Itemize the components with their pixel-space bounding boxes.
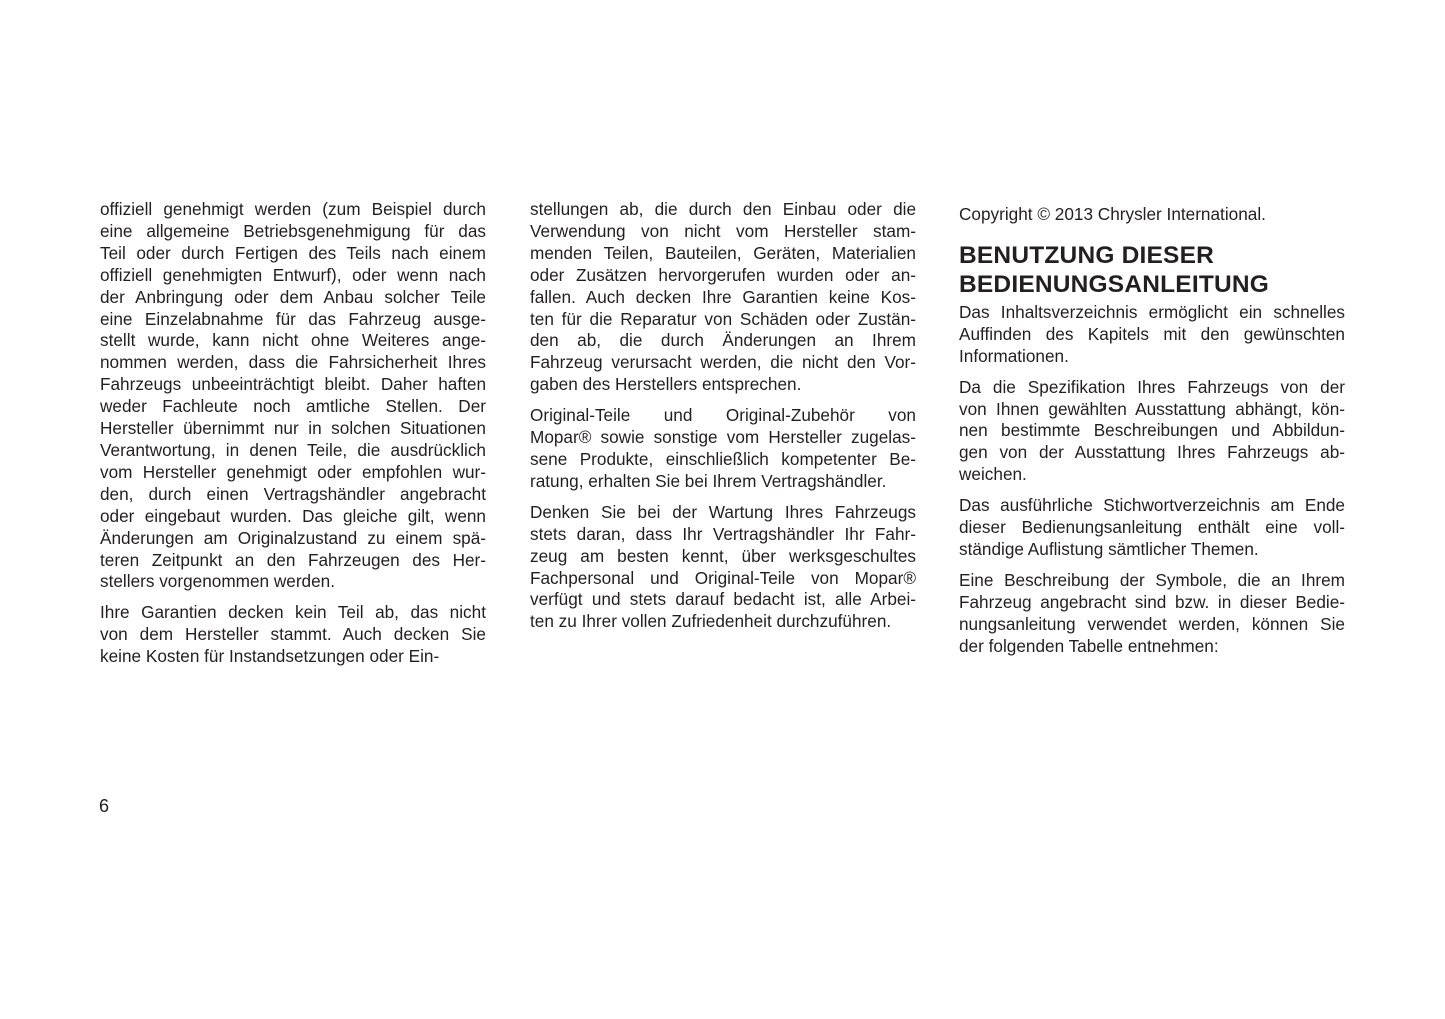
text-line: den, durch einen Vertragshändler angebracht: [100, 483, 486, 504]
text-line: eine allgemeine Betriebsgenehmigung für das: [100, 220, 486, 241]
text-line: Teil oder durch Fertigen des Teils nach einem: [100, 242, 486, 263]
text-line: weichen.: [959, 464, 1027, 485]
text-line: Ihre Garantien decken kein Teil ab, das nicht: [100, 602, 486, 623]
text-line: fallen. Auch decken Ihre Garantien keine Kos-: [530, 286, 916, 307]
text-line: Hersteller übernimmt nur in solchen Situationen: [100, 418, 486, 439]
section-heading: [959, 241, 1345, 299]
right-column: [959, 199, 1345, 667]
text-line: Fahrzeugs unbeeinträchtigt bleibt. Daher haften: [100, 374, 486, 395]
text-line: stellt wurde, kann nicht ohne Weiteres ange-: [100, 330, 486, 351]
text-line: Das Inhaltsverzeichnis ermöglicht ein schnelles: [959, 301, 1345, 322]
text-line: oder eingebaut wurden. Das gleiche gilt, wenn: [100, 505, 486, 526]
text-line: Denken Sie bei der Wartung Ihres Fahrzeugs: [530, 501, 916, 522]
text-line: ten für die Reparatur von Schäden oder Zustän-: [530, 308, 916, 329]
text-line: Fahrzeug verursacht werden, die nicht den Vor-: [530, 352, 916, 373]
text-line: der folgenden Tabelle entnehmen:: [959, 635, 1219, 656]
text-line: stellers vorgenommen werden.: [100, 571, 336, 592]
text-line: Verantwortung, in denen Teile, die ausdrücklich: [100, 439, 486, 460]
text-line: oder Zusätzen hervorgerufen wurden oder an-: [530, 264, 916, 285]
text-line: Eine Beschreibung der Symbole, die an Ihrem: [959, 569, 1345, 590]
text-line: Das ausführliche Stichwortverzeichnis am Ende: [959, 495, 1345, 516]
text-line: nungsanleitung verwendet werden, können Sie: [959, 613, 1345, 634]
text-line: gen von der Ausstattung Ihres Fahrzeugs ab-: [959, 442, 1345, 463]
text-line: keine Kosten für Instandsetzungen oder Ein-: [100, 646, 440, 667]
text-line: vom Hersteller genehmigt oder empfohlen wur-: [100, 461, 486, 482]
section-heading-line-1: BENUTZUNG DIESER: [959, 241, 1215, 269]
left-column-paragraph: [100, 602, 486, 668]
text-line: menden Teilen, Bauteilen, Geräten, Materialien: [530, 242, 916, 263]
section-heading-line-2: BEDIENUNGSANLEITUNG: [959, 270, 1270, 298]
text-line: ständige Auflistung sämtlicher Themen.: [959, 538, 1259, 559]
text-line: teren Zeitpunkt an den Fahrzeugen des Her-: [100, 549, 486, 570]
text-line: sene Produkte, einschließlich kompetenter Be-: [530, 448, 916, 469]
middle-column-paragraph: [530, 502, 916, 633]
text-line: nen bestimmte Beschreibungen und Abbildun-: [959, 420, 1345, 441]
text-line: stets daran, dass Ihr Vertragshändler Ihr Fahr-: [530, 523, 916, 544]
left-column: [100, 199, 486, 677]
right-column-paragraph: [959, 302, 1345, 368]
text-line: offiziell genehmigten Entwurf), oder wenn nach: [100, 264, 486, 285]
text-line: den ab, die durch Änderungen an Ihrem: [530, 330, 916, 351]
left-column-paragraph: [100, 199, 486, 593]
text-line: der Anbringung oder dem Anbau solcher Teile: [100, 286, 486, 307]
text-line: Änderungen am Originalzustand zu einem spä-: [100, 527, 486, 548]
text-line: ratung, erhalten Sie bei Ihrem Vertragshändler.: [530, 470, 887, 491]
text-line: Original-Teile und Original-Zubehör von: [530, 405, 916, 426]
middle-column-paragraph: [530, 405, 916, 493]
text-line: Auffinden des Kapitels mit den gewünschten: [959, 323, 1345, 344]
copyright-notice: Copyright © 2013 Chrysler International.: [959, 204, 1266, 224]
text-line: ten zu Ihrer vollen Zufriedenheit durchzuführen.: [530, 611, 892, 632]
middle-column: [530, 199, 916, 642]
text-line: offiziell genehmigt werden (zum Beispiel durch: [100, 199, 486, 219]
text-line: weder Fachleute noch amtliche Stellen. Der: [100, 396, 486, 417]
text-line: nommen werden, dass die Fahrsicherheit Ihres: [100, 352, 486, 373]
text-line: zeug am besten kennt, über werksgeschultes: [530, 545, 916, 566]
text-line: dieser Bedienungsanleitung enthält eine voll-: [959, 517, 1345, 538]
text-line: Informationen.: [959, 345, 1069, 366]
text-line: Da die Spezifikation Ihres Fahrzeugs von der: [959, 376, 1345, 397]
page-number: 6: [99, 796, 110, 816]
middle-column-paragraph: [530, 199, 916, 396]
right-column-body: [959, 302, 1345, 658]
right-column-paragraph: [959, 495, 1345, 561]
text-line: Fachpersonal und Original-Teile von Mopar®: [530, 567, 916, 588]
text-line: Mopar® sowie sonstige vom Hersteller zugelas-: [530, 427, 916, 448]
text-line: von Ihnen gewählten Ausstattung abhängt, kön-: [959, 398, 1345, 419]
text-line: gaben des Herstellers entsprechen.: [530, 374, 802, 395]
text-line: eine Einzelabnahme für das Fahrzeug ausge-: [100, 308, 486, 329]
text-line: Verwendung von nicht vom Hersteller stam-: [530, 220, 916, 241]
text-line: verfügt und stets darauf bedacht ist, alle Arbei-: [530, 589, 916, 610]
text-line: stellungen ab, die durch den Einbau oder die: [530, 199, 916, 219]
text-line: von dem Hersteller stammt. Auch decken Sie: [100, 624, 486, 645]
right-column-paragraph: [959, 377, 1345, 487]
right-column-paragraph: [959, 570, 1345, 658]
text-line: Fahrzeug angebracht sind bzw. in dieser Bedie-: [959, 591, 1345, 612]
